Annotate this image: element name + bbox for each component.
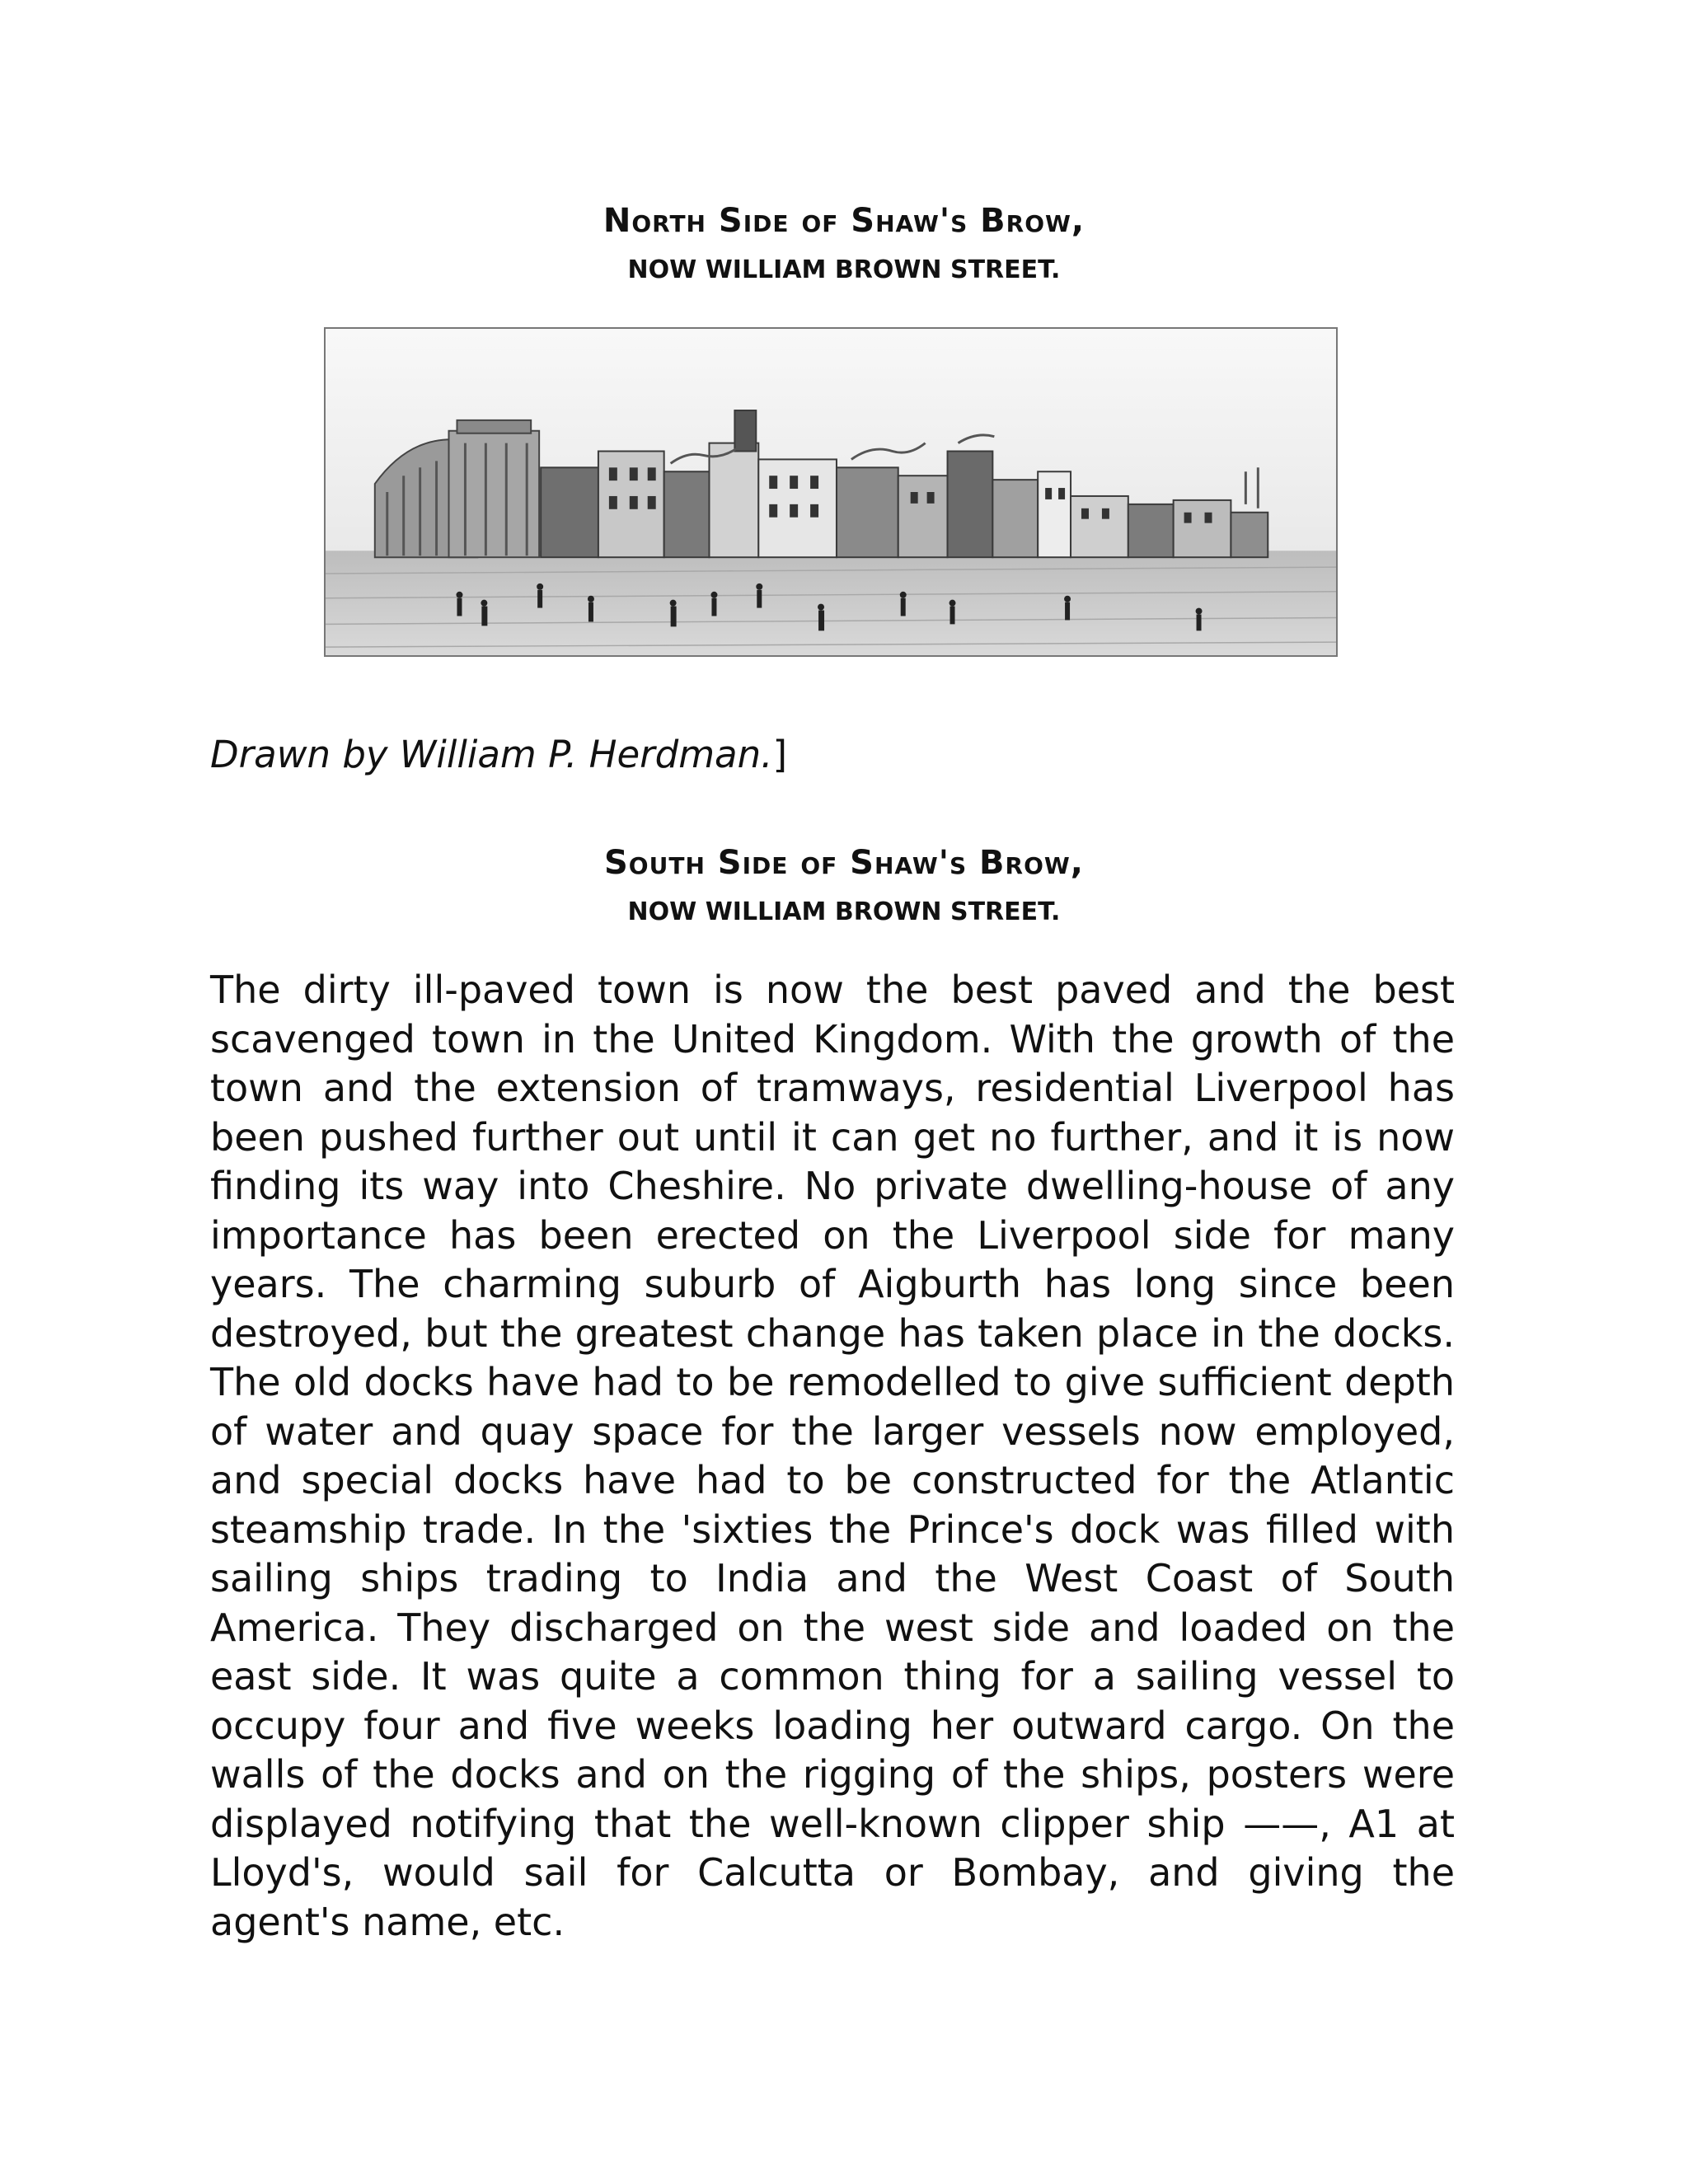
north-heading-subtitle: NOW WILLIAM BROWN STREET. <box>627 255 1061 284</box>
body-paragraph: The dirty ill-paved town is now the best paved and the best scavenged town in the United Kingdom. With the growth of the town and the extension of tramways, residential Liverpool has been pushed further out until it can get no further, and it is now finding its way into Cheshire. No private dwelling-house of any importance has been erected on the Liverpool side for many years. The charming suburb of Aigburth has long since been destroyed, but the greatest change has taken place in the docks. The old docks have had to be remodelled to give sufficient depth of water and quay space for the larger vessels now employed, and special docks have had to be constructed for the Atlantic steamship trade. In the 'sixties the Prince's dock was filled with sailing ships trading to India and the West Coast of South America. They discharged on the west side and loaded on the east side. It was quite a common thing for a sailing vessel to occupy four and five weeks loading her outward cargo. On the walls of the docks and on the rigging of the ships, posters were displayed notifying that the well-known clipper ship ——, A1 at Lloyd's, would sail for Calcutta or Bombay, and giving the agent's name, etc. <box>210 968 1455 1944</box>
caption-bracket: ] <box>772 733 788 776</box>
north-heading <box>0 196 1688 295</box>
street-engraving-illustration <box>326 329 1336 655</box>
illustration-caption <box>210 730 787 780</box>
street-engraving <box>324 327 1338 657</box>
north-heading-title: North Side of Shaw's Brow, <box>603 202 1085 240</box>
south-heading <box>0 838 1688 937</box>
caption-credit: Drawn by William P. Herdman. <box>210 733 773 776</box>
body-text <box>210 966 1455 1947</box>
south-heading-subtitle: NOW WILLIAM BROWN STREET. <box>627 898 1061 926</box>
south-heading-title: South Side of Shaw's Brow, <box>604 844 1084 882</box>
